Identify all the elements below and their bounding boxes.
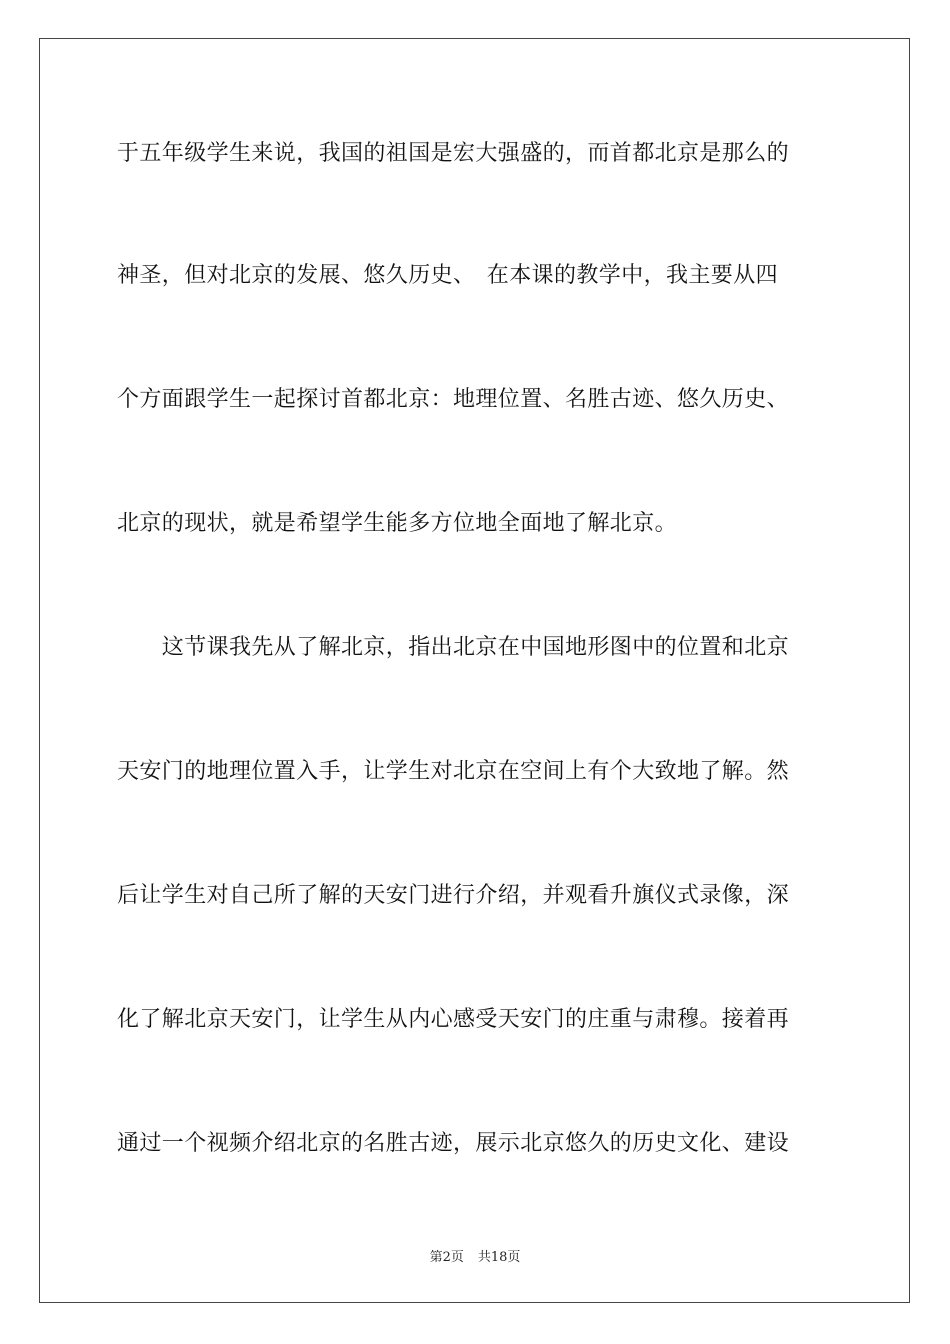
- page-total: 共18页: [477, 1250, 521, 1265]
- body-text-line: 个方面跟学生一起探讨首都北京：地理位置、名胜古迹、悠久历史、: [117, 387, 790, 412]
- page-border: [39, 38, 910, 1303]
- body-text-line: 北京的现状，就是希望学生能多方位地全面地了解北京。: [117, 511, 678, 536]
- body-text-line: 这节课我先从了解北京，指出北京在中国地形图中的位置和北京: [117, 635, 790, 660]
- page-number: 第2页: [429, 1250, 464, 1265]
- body-text-line: 后让学生对自己所了解的天安门进行介绍，并观看升旗仪式录像，深: [117, 883, 790, 908]
- body-text-line: 化了解北京天安门，让学生从内心感受天安门的庄重与肃穆。接着再: [117, 1007, 790, 1032]
- body-text-line: 神圣，但对北京的发展、悠久历史、 在本课的教学中，我主要从四: [117, 263, 779, 288]
- body-text-line: 通过一个视频介绍北京的名胜古迹，展示北京悠久的历史文化、建设: [117, 1131, 790, 1156]
- body-text-line: 天安门的地理位置入手，让学生对北京在空间上有个大致地了解。然: [117, 759, 790, 784]
- body-text-line: 于五年级学生来说，我国的祖国是宏大强盛的，而首都北京是那么的: [117, 141, 790, 166]
- page-footer: [0, 1246, 950, 1265]
